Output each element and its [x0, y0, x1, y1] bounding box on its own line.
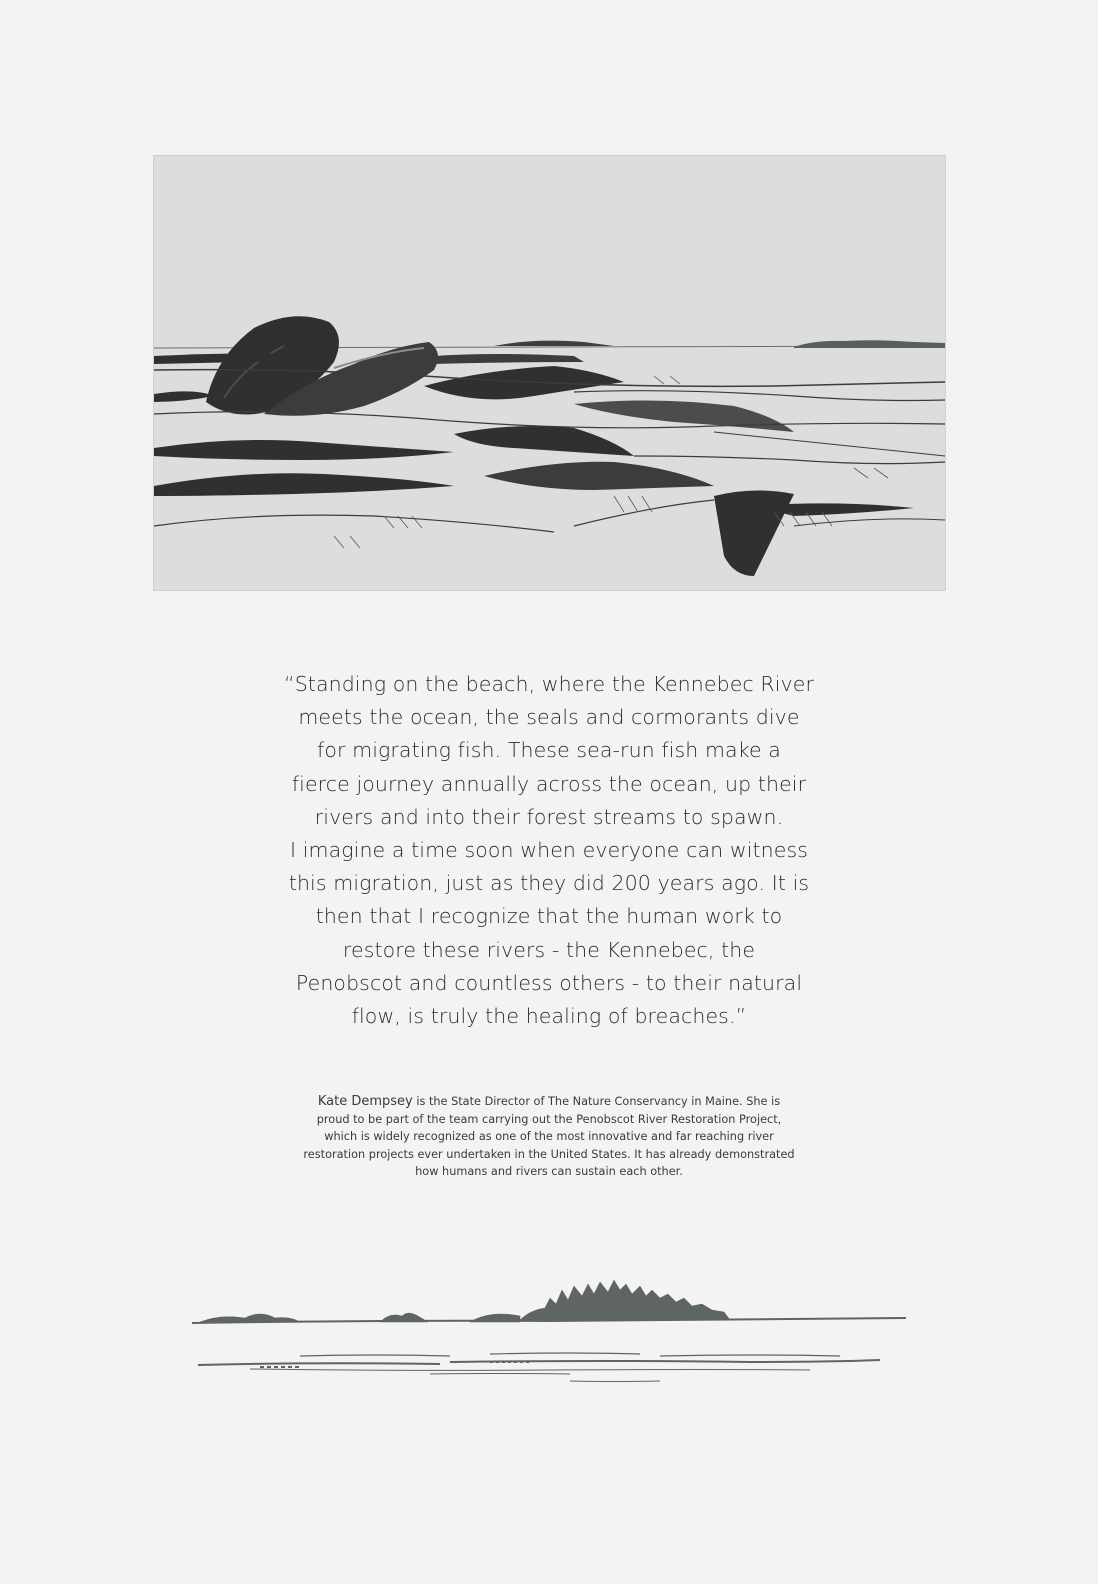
- bio-line: proud to be part of the team carrying out the Penobscot River Restoration Project,: [316, 1112, 782, 1126]
- landscape-print: [154, 156, 945, 590]
- quote-line: I imagine a time soon when everyone can witness: [289, 838, 809, 863]
- island-shoreline-drawing: [190, 1270, 910, 1390]
- quote-text: [230, 668, 868, 1033]
- quote-line: “Standing on the beach, where the Kennebec River: [283, 672, 815, 696]
- shoreline-drawing: [190, 1270, 910, 1390]
- bio-line: restoration projects ever undertaken in the United States. It has already demonstrated: [303, 1147, 795, 1161]
- quote-line: for migrating fish. These sea-run fish make a: [317, 738, 781, 763]
- bio-line-rest: is the State Director of The Nature Conservancy in Maine. She is: [412, 1095, 781, 1108]
- bio-line: [250, 1093, 848, 1111]
- quote-line: rivers and into their forest streams to spawn.: [314, 804, 784, 829]
- quote-line: this migration, just as they did 200 years ago. It is: [288, 871, 810, 896]
- quote-line: Penobscot and countless others - to their natural: [295, 970, 803, 995]
- author-bio: [250, 1093, 848, 1181]
- quote-line: then that I recognize that the human work to: [315, 904, 783, 929]
- quote-line: restore these rivers - the Kennebec, the: [342, 937, 756, 962]
- author-name: Kate Dempsey: [317, 1094, 413, 1109]
- quote-line: meets the ocean, the seals and cormorants dive: [298, 705, 800, 730]
- quote-line: flow, is truly the healing of breaches.”: [351, 1004, 747, 1029]
- rocky-beach-landscape-drawing: [154, 156, 945, 590]
- bio-line: how humans and rivers can sustain each other.: [415, 1165, 683, 1179]
- bio-line: which is widely recognized as one of the most innovative and far reaching river: [324, 1130, 774, 1144]
- quote-line: fierce journey annually across the ocean, up their: [291, 771, 807, 796]
